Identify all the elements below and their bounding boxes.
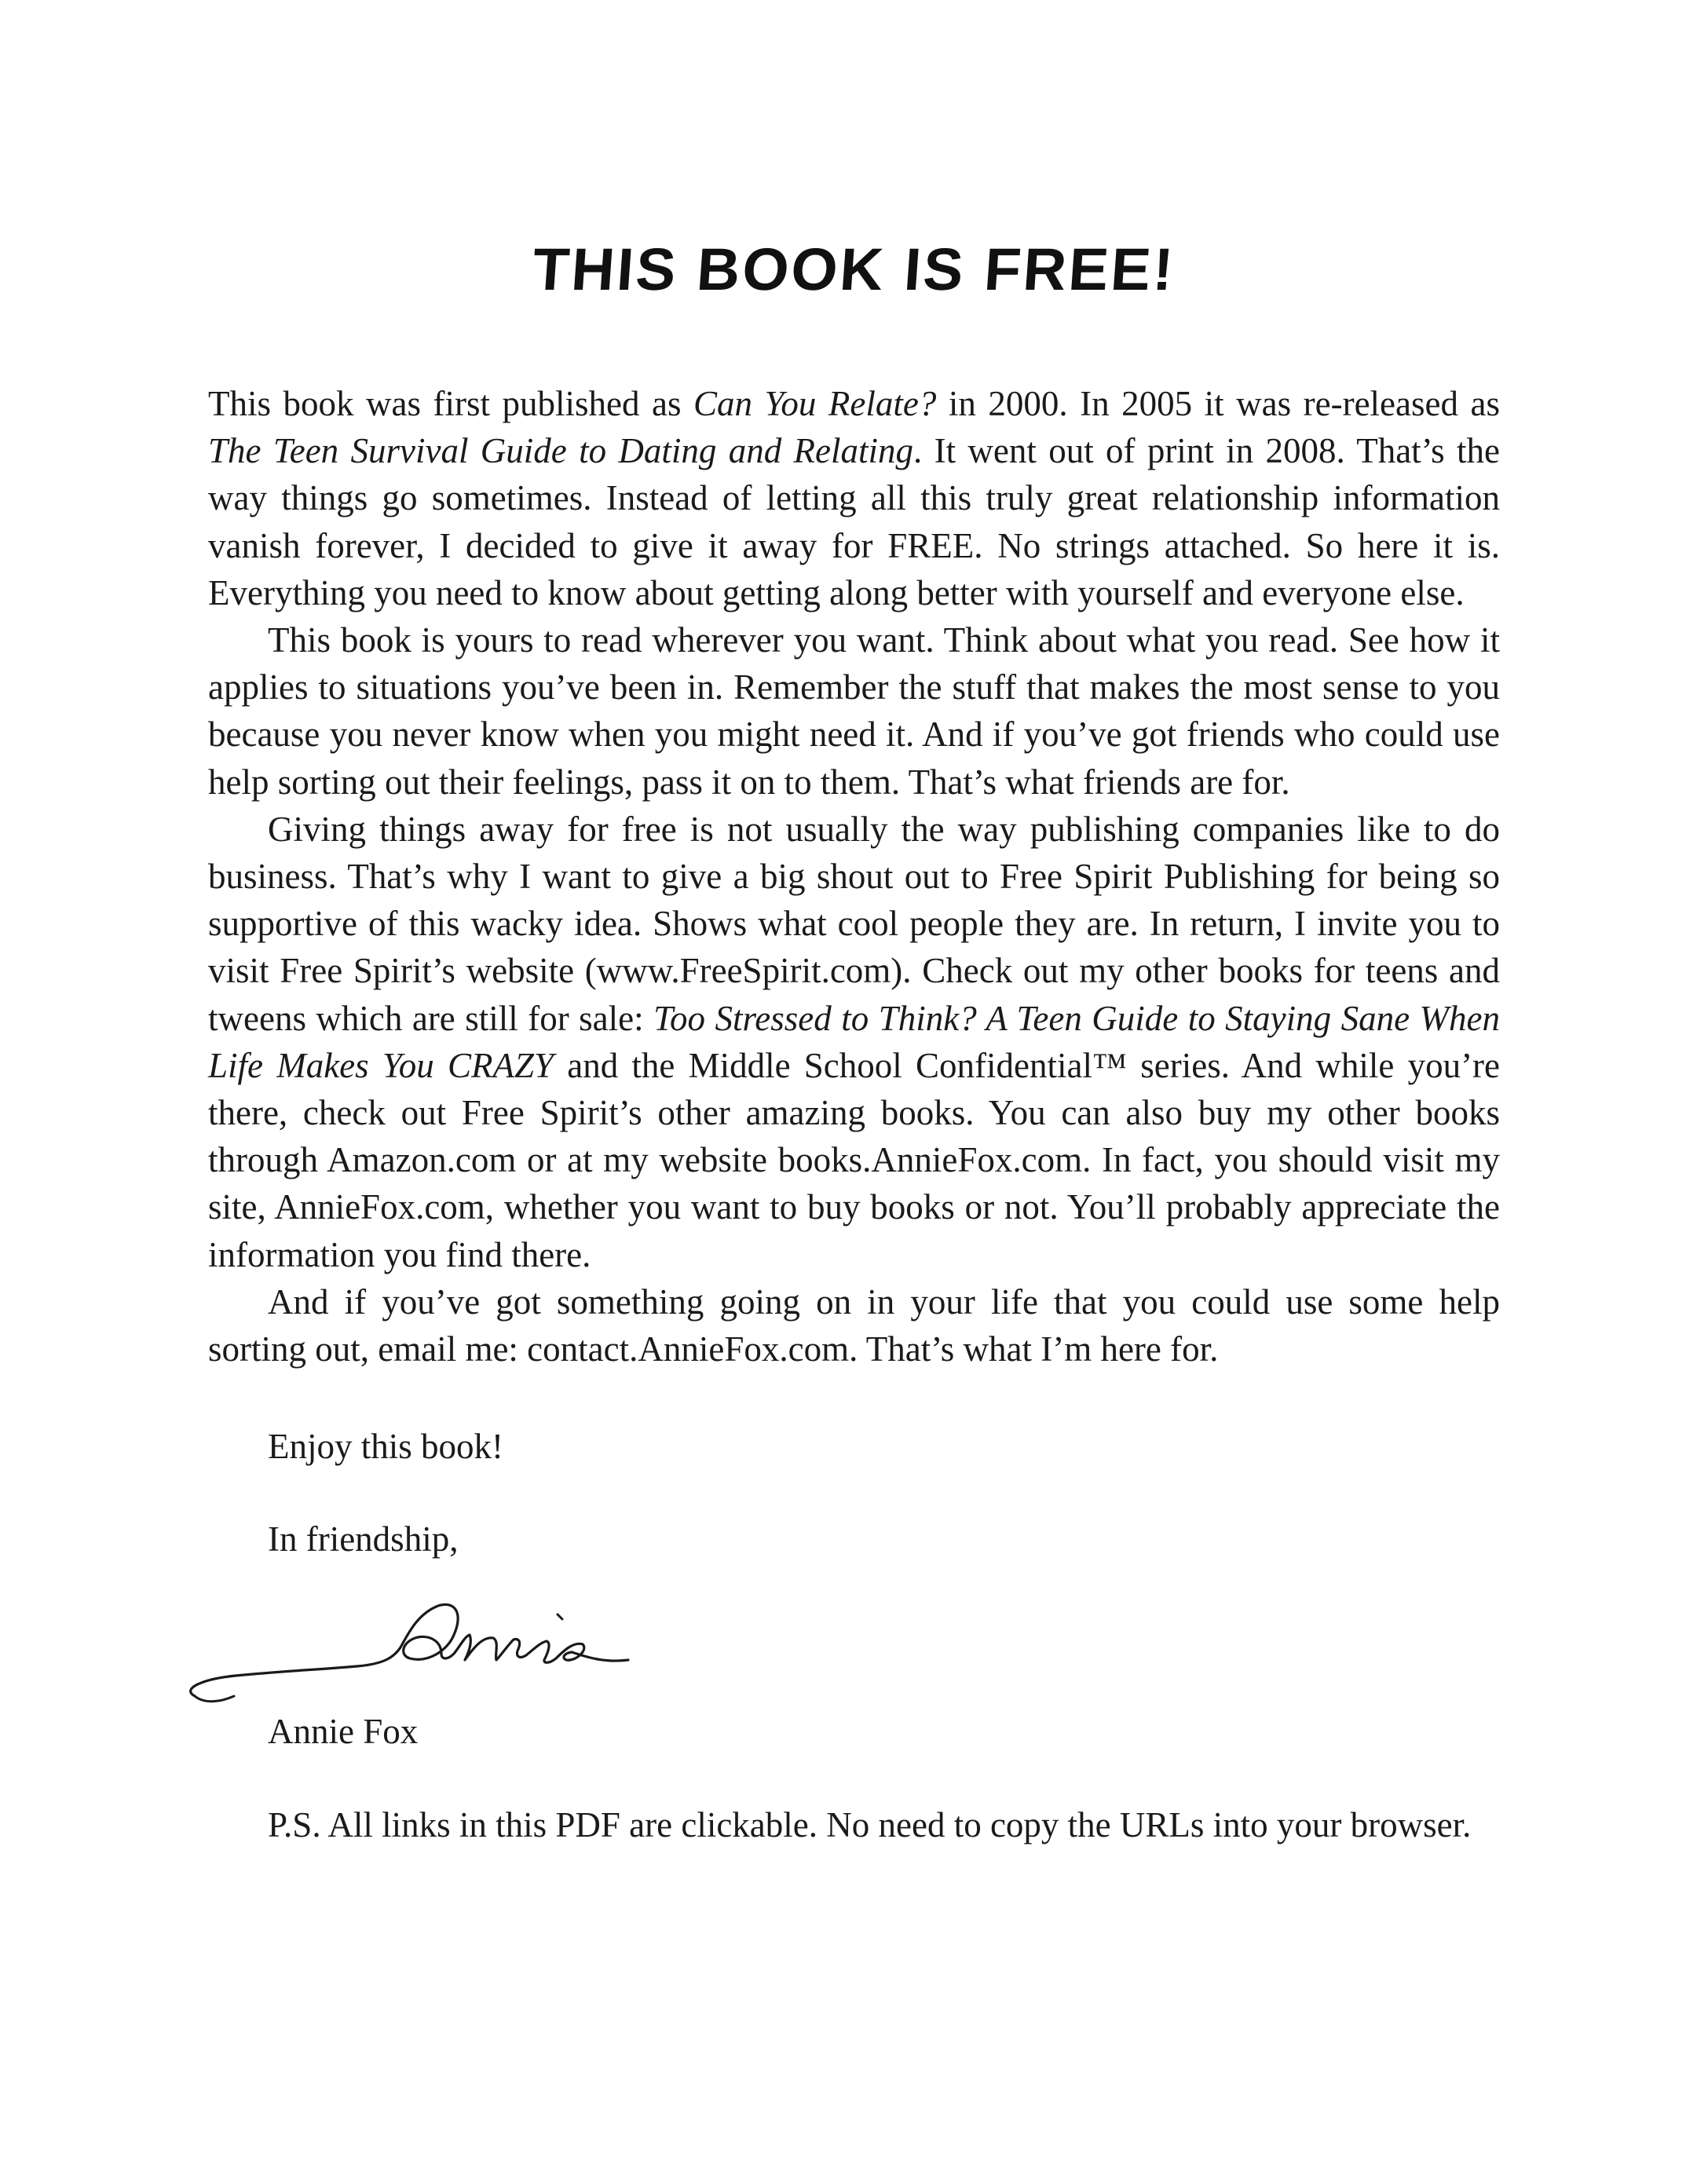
signature-image: [188, 1578, 636, 1712]
salutation: In friendship,: [268, 1519, 459, 1559]
paragraph-4-text: And if you’ve got something going on in your life that you could use some help sorting out, email me: contact.AnnieFox.com. That’s what I’m here for.: [208, 1281, 1500, 1369]
paragraph-1-text-b: in 2000. In 2005 it was re-released as: [936, 384, 1500, 423]
book-title-can-you-relate: Can You Relate?: [693, 384, 937, 423]
paragraph-4: [208, 1278, 1500, 1373]
paragraph-1-text-c: . It went out of print in 2008. That’s the way things go sometimes. Instead of letting all this truly great relationship information vanish forever, I decided to give it away for FREE. No strings attached. So here it is. Everything you need to know about getting along better with yourself and everyone else.: [208, 431, 1500, 612]
paragraph-3-text-a: Giving things away for free is not usually the way publishing companies like to do business. That’s why I want to give a big shout out to Free Spirit Publishing for being so supportive of this wacky idea. Shows what cool people they are. In return, I invite you to visit Free Spirit’s website (www.FreeSpirit.com). Check out my other books for teens and tweens which are still for sale:: [208, 809, 1500, 1038]
paragraph-1-text-a: This book was first published as: [208, 384, 693, 423]
enjoy-line: Enjoy this book!: [268, 1427, 503, 1466]
paragraph-3-text-b: and the Middle School Confidential™ series. And while you’re there, check out Free Spirit’s other amazing books. You can also buy my other books through Amazon.com or at my website books.AnnieFox.com. In fact, you should visit my site, AnnieFox.com, whether you want to buy books or not. You’ll probably appreciate the information you find there.: [208, 1045, 1501, 1274]
paragraph-2-text: This book is yours to read wherever you want. Think about what you read. See how it applies to situations you’ve been in. Remember the stuff that makes the most sense to you because you never know when you might need it. And if you’ve got friends who could use help sorting out their feelings, pass it on to them. That’s what friends are for.: [208, 620, 1500, 802]
postscript: P.S. All links in this PDF are clickable. No need to copy the URLs into your browser.: [268, 1805, 1472, 1844]
paragraph-2: [208, 616, 1500, 806]
book-title-too-stressed: Too Stressed to Think? A Teen Guide to Staying Sane When Life Makes You CRAZY: [208, 998, 1500, 1085]
letter-body: [208, 380, 1500, 1373]
paragraph-1: [208, 380, 1500, 616]
author-name: Annie Fox: [268, 1712, 419, 1751]
page-title: THIS BOOK IS FREE!: [530, 236, 1178, 303]
paragraph-3: [208, 806, 1500, 1278]
book-title-teen-survival-guide: The Teen Survival Guide to Dating and Relating: [208, 431, 914, 471]
